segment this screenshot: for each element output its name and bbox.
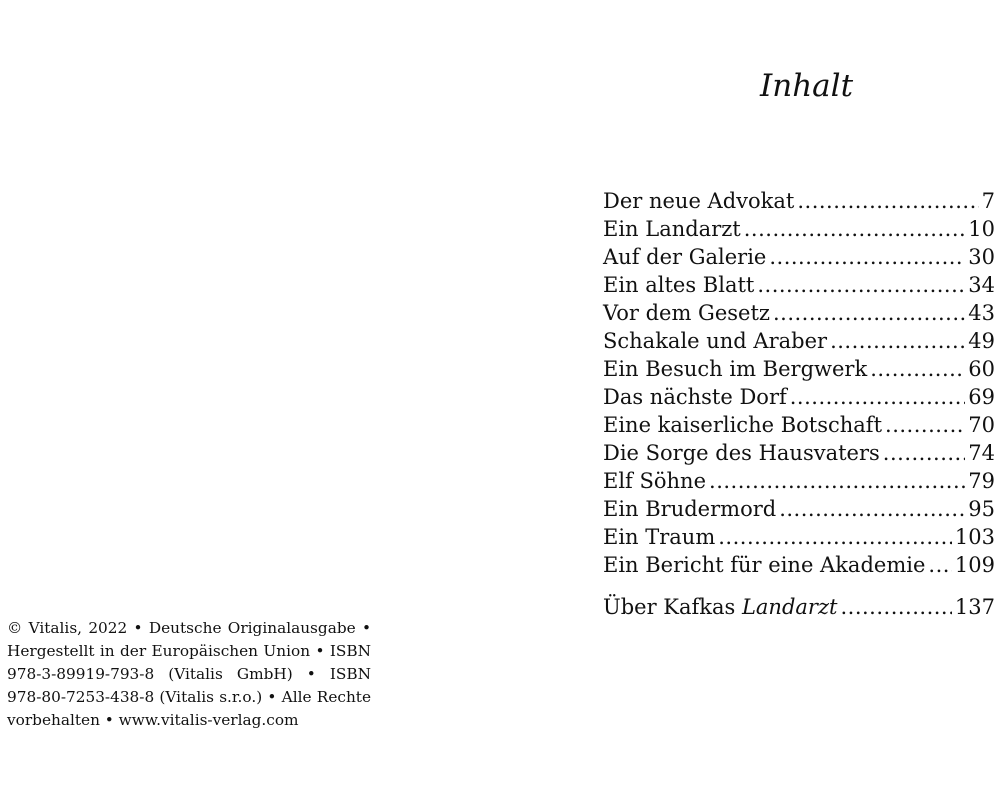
toc-entry (603, 523, 995, 551)
toc-entry (603, 383, 995, 411)
toc-entry (603, 355, 995, 383)
dot-leader (790, 383, 966, 411)
toc-entry-title: Ein Brudermord (603, 497, 777, 521)
toc-entry-page: 74 (968, 441, 995, 465)
afterword-title-italic: Landarzt (741, 595, 838, 619)
toc-entry (603, 411, 995, 439)
toc-entry-title: Ein Bericht für eine Akademie (603, 553, 926, 577)
dot-leader (928, 551, 952, 579)
dot-leader (773, 299, 965, 327)
toc-entry (603, 551, 995, 579)
toc-entry-title: Der neue Advokat (603, 189, 795, 213)
dot-leader (718, 523, 952, 551)
dot-leader (797, 187, 978, 215)
toc-entry-title: Die Sorge des Hausvaters (603, 441, 880, 465)
toc-entry-page: 49 (968, 329, 995, 353)
dot-leader (769, 243, 965, 271)
dot-leader (744, 215, 966, 243)
toc-entry-title (603, 593, 837, 621)
toc-entry-page: 30 (968, 245, 995, 269)
toc-entry-page: 7 (981, 189, 995, 213)
toc-heading: Inhalt (760, 68, 854, 104)
toc-entry-page: 34 (968, 273, 995, 297)
toc-entry (603, 243, 995, 271)
toc-entry-page: 103 (954, 525, 995, 549)
table-of-contents (603, 187, 995, 621)
toc-entry-title: Schakale und Araber (603, 329, 828, 353)
dot-leader (830, 327, 965, 355)
toc-entry-page: 70 (968, 413, 995, 437)
toc-entry (603, 495, 995, 523)
toc-entry-page: 79 (968, 469, 995, 493)
toc-entry-page: 69 (968, 385, 995, 409)
toc-entry-page: 60 (968, 357, 995, 381)
toc-entry-title: Elf Söhne (603, 469, 707, 493)
imprint-text: © Vitalis, 2022 • Deutsche Originalausgabe • Hergestellt in der Europäischen Union • ISBN 978-3-89919-793-8 (Vitalis GmbH) • ISBN 978-80-7253-438-8 (Vitalis s.r.o.) • Alle Rechte vorbehalten • www.vitalis-verlag.com (7, 619, 371, 729)
toc-entry-page: 137 (954, 595, 995, 619)
dot-leader (883, 439, 965, 467)
toc-entry (603, 299, 995, 327)
toc-entry-title: Eine kaiserliche Botschaft (603, 413, 883, 437)
toc-entry-page: 95 (968, 497, 995, 521)
dot-leader (779, 495, 965, 523)
toc-entry-title: Das nächste Dorf (603, 385, 787, 409)
toc-entry-page: 109 (954, 553, 995, 577)
dot-leader (840, 593, 951, 621)
toc-entry (603, 467, 995, 495)
toc-entry (603, 439, 995, 467)
toc-entry-afterword (603, 593, 995, 621)
dot-leader (709, 467, 965, 495)
toc-entry-title: Ein Landarzt (603, 217, 741, 241)
afterword-title-prefix: Über Kafkas (603, 595, 742, 619)
dot-leader (757, 271, 965, 299)
toc-entry-title: Ein altes Blatt (603, 273, 755, 297)
toc-entry-title: Ein Traum (603, 525, 716, 549)
dot-leader (870, 355, 965, 383)
toc-entry (603, 327, 995, 355)
toc-entry-title: Ein Besuch im Bergwerk (603, 357, 868, 381)
toc-entry (603, 187, 995, 215)
toc-entry-title: Vor dem Gesetz (603, 301, 770, 325)
toc-entry (603, 215, 995, 243)
toc-entry (603, 271, 995, 299)
toc-entry-title: Auf der Galerie (603, 245, 767, 269)
toc-entry-page: 43 (968, 301, 995, 325)
toc-entry-page: 10 (968, 217, 995, 241)
dot-leader (885, 411, 965, 439)
